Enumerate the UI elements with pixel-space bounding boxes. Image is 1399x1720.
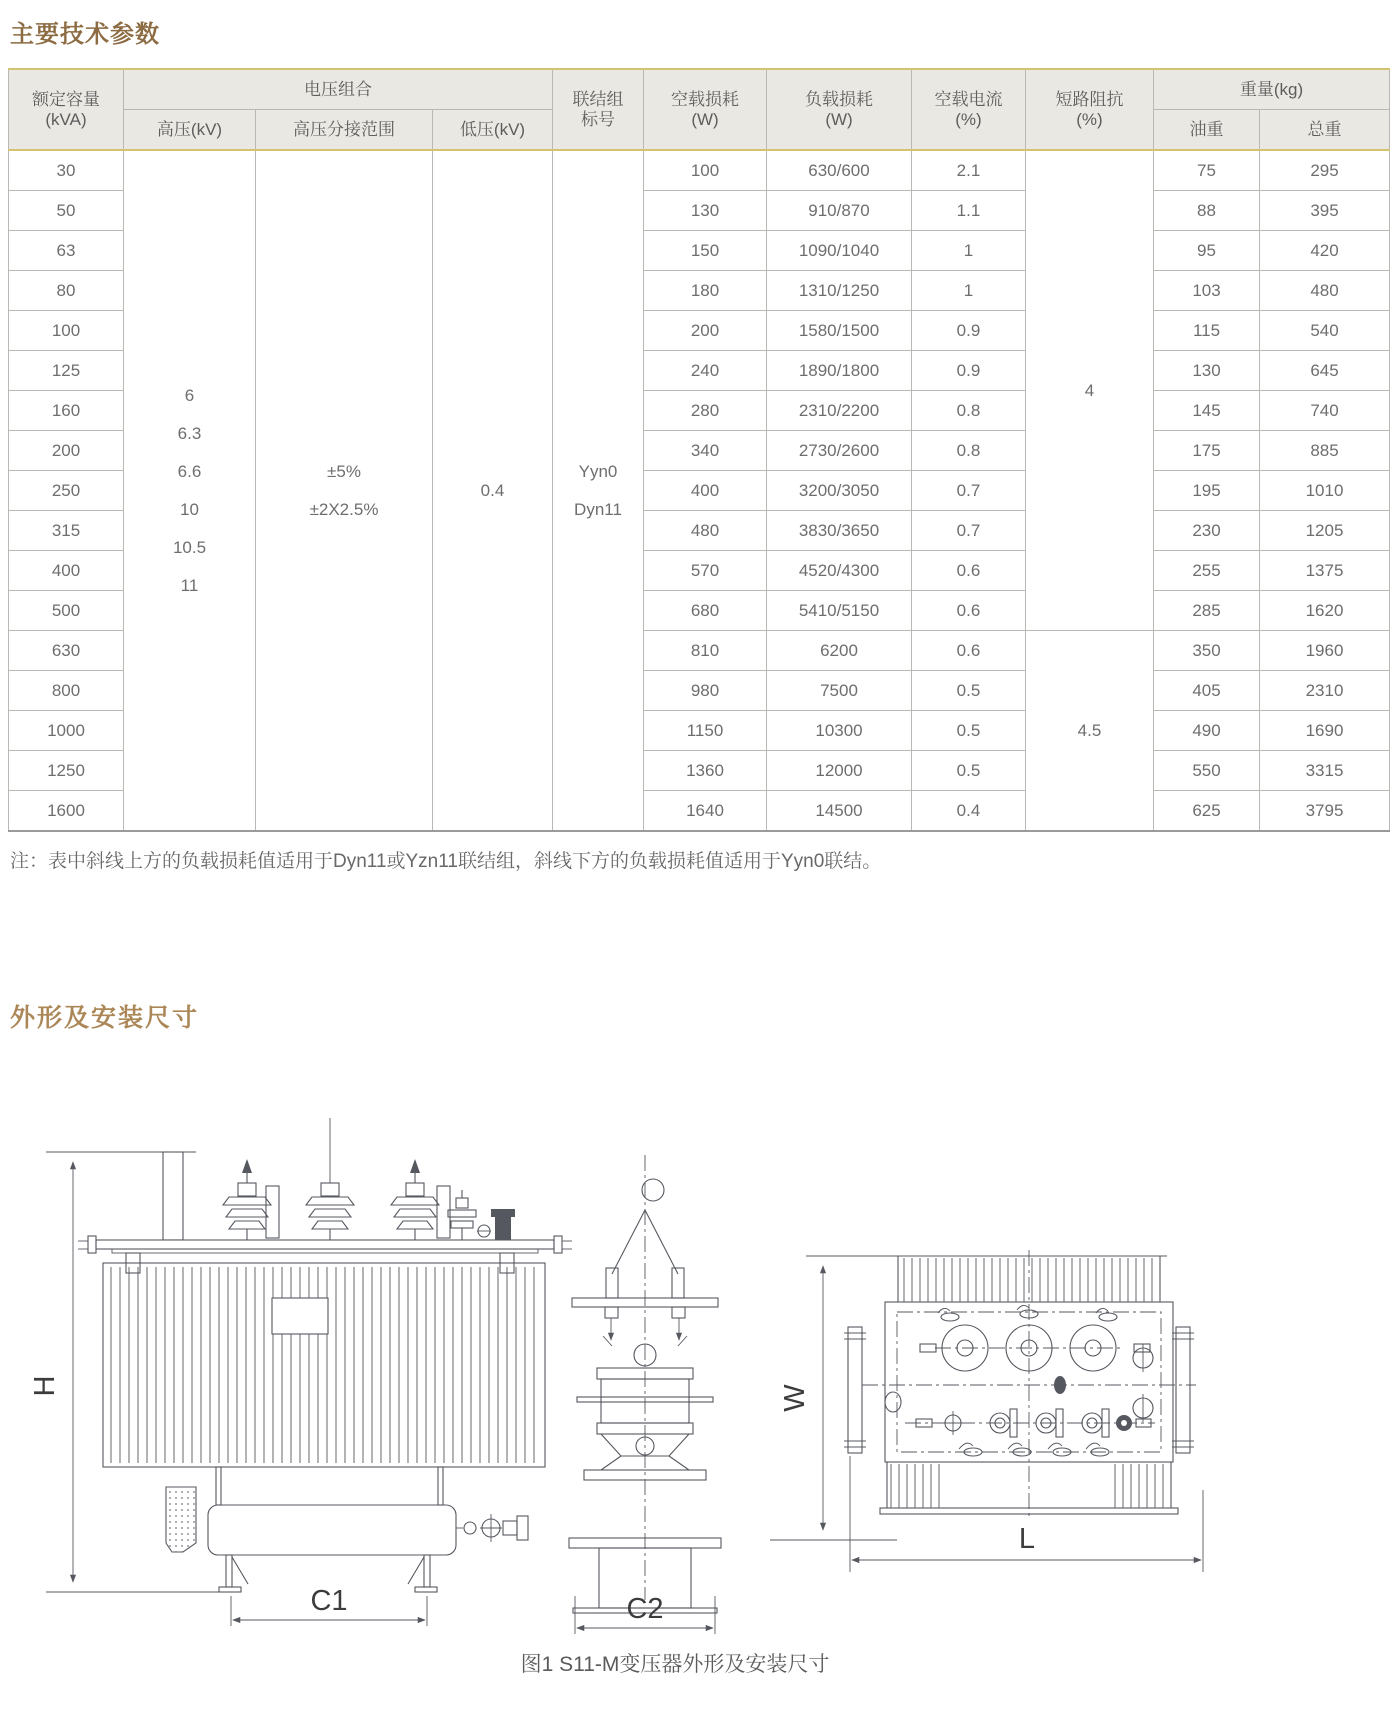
table-cell: 2310 [1260,671,1390,711]
table-cell: 630 [9,631,124,671]
table-cell: 0.8 [912,391,1026,431]
table-cell: 1310/1250 [767,271,912,311]
table-cell: 680 [644,591,767,631]
table-cell: 1250 [9,751,124,791]
table-cell: 540 [1260,311,1390,351]
table-cell: 195 [1154,471,1260,511]
transformer-outline-drawings [0,1040,1399,1640]
bottom-fins-left [891,1464,939,1508]
lv-bushing [448,1190,476,1240]
table-cell: Yyn0 Dyn11 [553,150,644,831]
table-cell: 490 [1154,711,1260,751]
col-header-vector-group: 联结组 标号 [553,69,644,150]
table-cell: 3315 [1260,751,1390,791]
table-cell: 280 [644,391,767,431]
table-cell: 980 [644,671,767,711]
table-cell: 800 [9,671,124,711]
table-cell: 395 [1260,191,1390,231]
table-cell: 0.4 [912,791,1026,832]
table-cell: 550 [1154,751,1260,791]
table-cell: 400 [644,471,767,511]
table-cell: 50 [9,191,124,231]
table-cell: 405 [1154,671,1260,711]
table-cell: 88 [1154,191,1260,231]
table-cell: 645 [1260,351,1390,391]
table-cell: 0.6 [912,551,1026,591]
table-cell: 1620 [1260,591,1390,631]
header-row-1 [9,69,1390,110]
table-cell: 160 [9,391,124,431]
table-cell: 145 [1154,391,1260,431]
table-cell: 570 [644,551,767,591]
col-header-lv: 低压(kV) [433,110,553,151]
table-cell: 1090/1040 [767,231,912,271]
table-cell: 0.5 [912,711,1026,751]
table-cell: 885 [1260,431,1390,471]
table-cell: 630/600 [767,150,912,191]
table-cell: 0.7 [912,511,1026,551]
table-cell: 4.5 [1026,631,1154,832]
table-cell: 0.6 [912,631,1026,671]
table-cell: 1890/1800 [767,351,912,391]
dimension-label-h: H [29,1375,61,1397]
oil-filler-knob [495,1216,511,1240]
table-cell: 3200/3050 [767,471,912,511]
col-header-no-load-loss: 空载损耗 (W) [644,69,767,150]
col-header-weight: 重量(kg) [1154,69,1390,110]
drain-valve [456,1514,528,1542]
table-cell: 115 [1154,311,1260,351]
table-cell: 240 [644,351,767,391]
table-cell: 810 [644,631,767,671]
tank-body [103,1263,545,1467]
table-cell: 130 [644,191,767,231]
table-cell: 0.8 [912,431,1026,471]
hv-bushing-2 [306,1118,354,1240]
table-cell: 1010 [1260,471,1390,511]
side-view-drawing [569,1155,721,1634]
parameters-table [8,68,1390,832]
table-cell: 625 [1154,791,1260,832]
table-cell: 1.1 [912,191,1026,231]
table-cell: 350 [1154,631,1260,671]
table-cell: 1 [912,231,1026,271]
col-header-impedance: 短路阻抗 (%) [1026,69,1154,150]
table-cell: 100 [644,150,767,191]
nameplate [272,1298,328,1334]
table-cell: 2310/2200 [767,391,912,431]
table-cell: 5410/5150 [767,591,912,631]
table-cell: 4 [1026,150,1154,631]
col-header-rated-capacity: 额定容量 (kVA) [9,69,124,150]
left-rail [844,1327,866,1453]
table-cell: 3830/3650 [767,511,912,551]
table-cell: 3795 [1260,791,1390,832]
table-note: 注：表中斜线上方的负载损耗值适用于Dyn11或Yzn11联结组，斜线下方的负载损耗值适用于Yyn0联结。 [10,851,882,872]
dimension-label-l: L [1018,1523,1036,1555]
table-cell: 480 [644,511,767,551]
table-header [9,69,1390,150]
col-header-load-loss: 负载损耗 (W) [767,69,912,150]
table-cell: 2730/2600 [767,431,912,471]
section-title-dimensions: 外形及安装尺寸 [10,1004,200,1032]
dimension-label-w: W [779,1384,811,1412]
dimension-label-c2: C2 [626,1593,664,1625]
table-cell: 130 [1154,351,1260,391]
table-cell: 12000 [767,751,912,791]
table-cell: 1640 [644,791,767,832]
table-cell: 0.9 [912,311,1026,351]
table-cell: 910/870 [767,191,912,231]
table-cell: 0.7 [912,471,1026,511]
table-cell: 200 [644,311,767,351]
table-cell: 75 [1154,150,1260,191]
front-view-drawing [29,1118,572,1626]
table-cell: 1150 [644,711,767,751]
table-cell: 285 [1154,591,1260,631]
hv-bushing-3 [391,1159,439,1240]
table-cell: 63 [9,231,124,271]
table-cell: 10300 [767,711,912,751]
table-cell: 175 [1154,431,1260,471]
table-cell: 1 [912,271,1026,311]
section-title-main-parameters: 主要技术参数 [10,21,160,48]
table-cell: 0.4 [433,150,553,831]
table-cell: 1375 [1260,551,1390,591]
table-cell: 740 [1260,391,1390,431]
table-cell: 95 [1154,231,1260,271]
table-cell: 250 [9,471,124,511]
col-header-voltage-combination: 电压组合 [124,69,553,110]
table-cell: 340 [644,431,767,471]
base-skid [208,1505,456,1555]
table-cell: 1000 [9,711,124,751]
table-cell: 420 [1260,231,1390,271]
table-row [9,150,1390,191]
table-cell: 150 [644,231,767,271]
table-cell: 1580/1500 [767,311,912,351]
table-cell: ±5% ±2X2.5% [256,150,433,831]
hv-bushing-1 [223,1159,271,1240]
tank-fins [111,1267,534,1463]
vent-pipe-1 [266,1186,279,1238]
figure-caption: 图1 S11-M变压器外形及安装尺寸 [520,1653,830,1676]
col-header-total-weight: 总重 [1260,110,1390,151]
table-cell: 6200 [767,631,912,671]
table-cell: 480 [1260,271,1390,311]
table-cell: 6 6.3 6.6 10 10.5 11 [124,150,256,831]
table-cell: 125 [9,351,124,391]
table-cell: 1600 [9,791,124,832]
right-rail [1172,1327,1194,1453]
table-cell: 295 [1260,150,1390,191]
top-fins [904,1258,1152,1302]
table-cell: 2.1 [912,150,1026,191]
table-cell: 1360 [644,751,767,791]
col-header-hv: 高压(kV) [124,110,256,151]
table-cell: 0.6 [912,591,1026,631]
table-body [9,150,1390,831]
table-cell: 180 [644,271,767,311]
table-cell: 1205 [1260,511,1390,551]
col-header-no-load-current: 空载电流 (%) [912,69,1026,150]
table-cell: 0.5 [912,751,1026,791]
col-header-tap-range: 高压分接范围 [256,110,433,151]
dimension-label-c1: C1 [310,1585,348,1617]
table-cell: 255 [1154,551,1260,591]
table-cell: 500 [9,591,124,631]
table-cell: 200 [9,431,124,471]
cable-box [166,1487,196,1552]
table-cell: 400 [9,551,124,591]
table-cell: 0.9 [912,351,1026,391]
table-cell: 1690 [1260,711,1390,751]
col-header-oil-weight: 油重 [1154,110,1260,151]
table-cell: 315 [9,511,124,551]
table-cell: 4520/4300 [767,551,912,591]
table-cell: 14500 [767,791,912,832]
table-cell: 230 [1154,511,1260,551]
table-cell: 1960 [1260,631,1390,671]
top-view-drawing [770,1250,1203,1572]
table-cell: 7500 [767,671,912,711]
table-cell: 30 [9,150,124,191]
bottom-fins-right [1115,1464,1163,1508]
table-cell: 0.5 [912,671,1026,711]
table-cell: 100 [9,311,124,351]
table-cell: 103 [1154,271,1260,311]
table-cell: 80 [9,271,124,311]
